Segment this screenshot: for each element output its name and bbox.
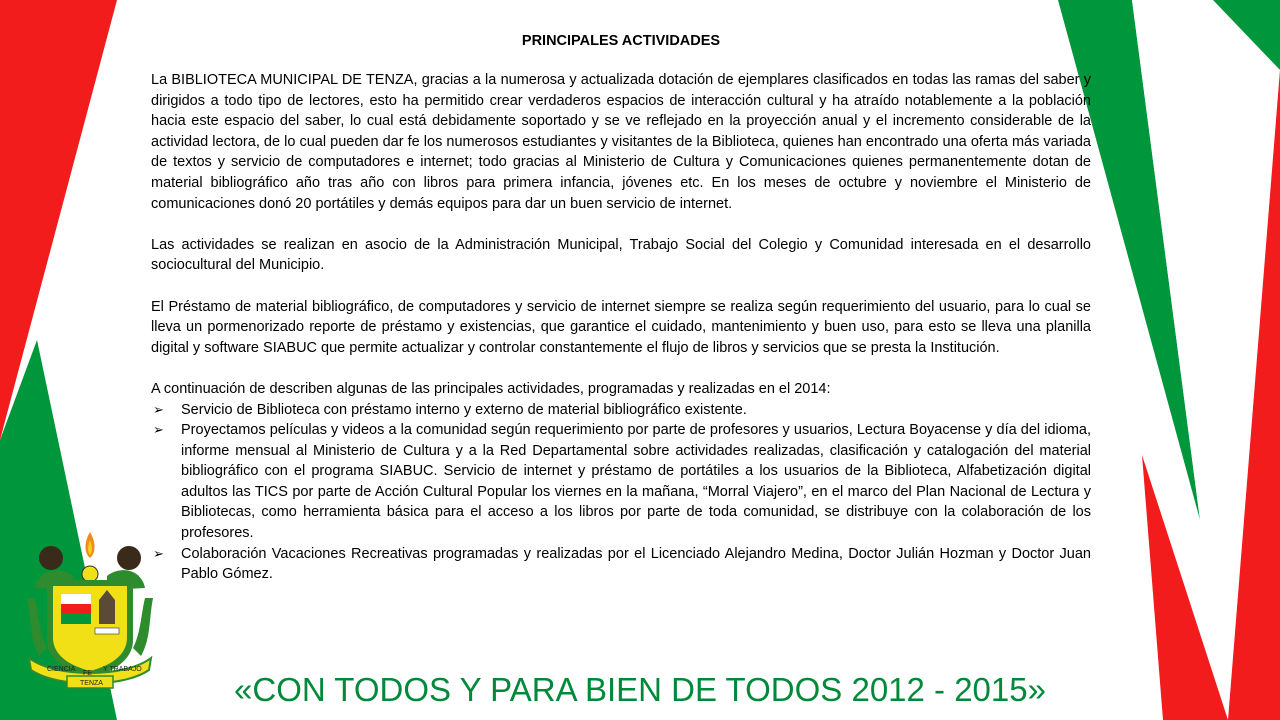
municipal-crest-icon [25,528,155,690]
list-item-text: Colaboración Vacaciones Recreativas programadas y realizadas por el Licenciado Alejandro Medina, Doctor Julián Hozman y Doctor Juan Pablo Gómez. [181,545,1091,583]
arrow-bullet-icon: ➢ [153,422,164,438]
svg-text:Y TRABAJO: Y TRABAJO [103,666,142,673]
paragraph-1: La BIBLIOTECA MUNICIPAL DE TENZA, gracias a la numerosa y actualizada dotación de ejemplares clasificados en todas las ramas del saber y dirigidos a todo tipo de lectores, esto ha permitido crear verdaderos espacios de interacción cultural y ha atraído notablemente a la población hacia este espacio del saber, lo cual está debidamente soportado y se ve reflejado en la proyección anual y el incremento considerable de la actividad lectora, de lo cual pueden dar fe los numerosos estudiantes y visitantes de la Biblioteca, quienes han encontrado una oferta más variada de textos y servicio de computadores e internet; todo gracias al Ministerio de Cultura y Comunicaciones quienes permanentemente dotan de material bibliográfico año tras año con libros para primera infancia, jóvenes etc. En los meses de octubre y noviembre el Ministerio de comunicaciones donó 20 portátiles y demás equipos para dar un buen servicio de internet. [151,72,1091,212]
list-item-text: Proyectamos películas y videos a la comunidad según requerimiento por parte de profesores y usuarios, Lectura Boyacense y día del idioma, informe mensual al Ministerio de Cultura y a la Red Departamental sobre actividades realizadas, clasificación y catalogación del material bibliográfico con el programa SIABUC. Servicio de internet y préstamo de portátiles a los usuarios de la Biblioteca, Alfabetización digital adultos las TICS por parte de Acción Cultural Popular los viernes en la mañana, “Morral Viajero”, en el marco del Plan Nacional de Lectura y Bibliotecas, como herramienta básica para el acceso a los libros por parte de toda comunidad, se distribuye con la colaboración de los profesores. [181,422,1091,542]
slogan: «CON TODOS Y PARA BIEN DE TODOS 2012 - 2015» [234,671,1046,708]
svg-text:FE: FE [83,670,92,677]
svg-text:TENZA: TENZA [80,680,103,687]
svg-text:CIENCIA: CIENCIA [47,666,76,673]
activity-list [151,400,1091,585]
paragraph-3: El Préstamo de material bibliográfico, de computadores y servicio de internet siempre se realiza según requerimiento del usuario, para lo cual se lleva un pormenorizado reporte de préstamo y existencias, que garantice el cuidado, mantenimiento y buen uso, para esto se lleva una planilla digital y software SIABUC que permite actualizar y controlar constantemente el flujo de libros y servicios que se presta la Institución. [151,298,1091,356]
left-red-ribbon [0,0,117,440]
arrow-bullet-icon: ➢ [153,401,164,417]
arrow-bullet-icon: ➢ [153,545,164,561]
list-item [151,400,1091,421]
list-item [151,420,1091,544]
page-title: PRINCIPALES ACTIVIDADES [521,33,721,49]
paragraph-2: Las actividades se realizan en asocio de la Administración Municipal, Trabajo Social del Colegio y Comunidad interesada en el desarrollo sociocultural del Municipio. [151,236,1091,274]
list-intro: A continuación de describen algunas de las principales actividades, programadas y realizadas en el 2014: [151,380,831,397]
list-item-text: Servicio de Biblioteca con préstamo interno y externo de material bibliográfico existente. [181,401,747,418]
document-body [151,33,1091,585]
list-item [151,544,1091,585]
